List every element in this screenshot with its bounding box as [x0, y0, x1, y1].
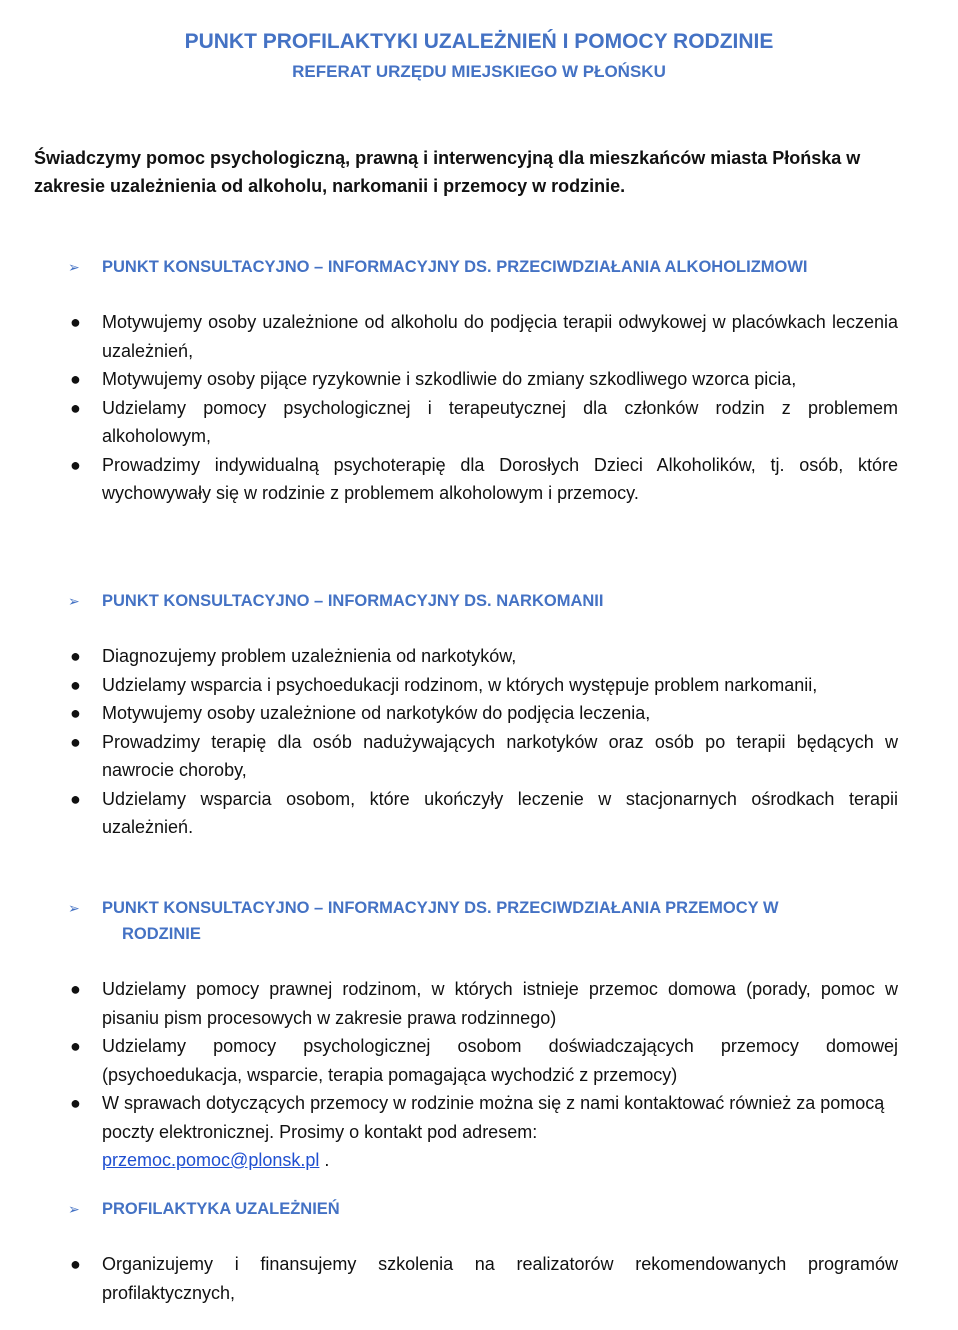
list-item: ● Motywujemy osoby pijące ryzykownie i szkodliwie do zmiany szkodliwego wzorca picia,: [34, 365, 898, 394]
section-prevention: [34, 1196, 914, 1307]
bullet-icon: ●: [70, 1254, 81, 1274]
section-heading: [34, 254, 914, 280]
arrow-bullet-icon: ➢: [68, 900, 80, 916]
list-item: ● Motywujemy osoby uzależnione od alkoholu do podjęcia terapii odwykowej w placówkach leczenia uzależnień,: [34, 308, 898, 365]
list-item: ● Udzielamy pomocy psychologicznej osobom doświadczających przemocy domowej (psychoedukacja, wsparcie, terapia pomagająca wychodzić z przemocy): [34, 1032, 898, 1089]
list-item: ● Diagnozujemy problem uzależnienia od narkotyków,: [34, 642, 898, 671]
section-heading-text: PROFILAKTYKA UZALEŻNIEŃ: [102, 1200, 340, 1218]
bullet-icon: ●: [70, 1093, 81, 1113]
item-list: [34, 975, 914, 1175]
bullet-icon: ●: [70, 397, 81, 418]
section-heading-text: PUNKT KONSULTACYJNO – INFORMACYJNY DS. PRZECIWDZIAŁANIA ALKOHOLIZMOWI: [102, 258, 808, 276]
list-item: ● Prowadzimy indywidualną psychoterapię dla Dorosłych Dzieci Alkoholików, tj. osób, które wychowywały się w rodzinie z problemem alkoholowym i przemocy.: [34, 451, 898, 508]
section-heading-continuation: RODZINIE: [122, 925, 201, 943]
arrow-bullet-icon: ➢: [68, 593, 80, 609]
section-heading-text: PUNKT KONSULTACYJNO – INFORMACYJNY DS. PRZECIWDZIAŁANIA PRZEMOCY W: [102, 899, 779, 917]
section-violence: [34, 895, 914, 1175]
arrow-bullet-icon: ➢: [68, 259, 80, 275]
bullet-icon: ●: [70, 731, 81, 752]
section-alcohol: [34, 254, 914, 508]
bullet-icon: ●: [70, 788, 81, 809]
section-heading: [34, 588, 914, 614]
bullet-icon: ●: [70, 369, 81, 389]
section-heading: [34, 895, 914, 947]
list-item: ● Udzielamy pomocy psychologicznej i terapeutycznej dla członków rodzin z problemem alkoholowym,: [34, 394, 898, 451]
list-item: ● Motywujemy osoby uzależnione od narkotyków do podjęcia leczenia,: [34, 699, 898, 728]
email-link[interactable]: przemoc.pomoc@plonsk.pl: [102, 1150, 320, 1170]
bullet-icon: ●: [70, 1036, 81, 1056]
section-heading: [34, 1196, 914, 1222]
list-item: ● Udzielamy pomocy prawnej rodzinom, w których istnieje przemoc domowa (porady, pomoc w pisaniu pism procesowych w zakresie prawa rodzinnego): [34, 975, 898, 1032]
bullet-icon: ●: [70, 703, 81, 723]
document-title: PUNKT PROFILAKTYKI UZALEŻNIEŃ I POMOCY RODZINIE: [184, 30, 774, 53]
arrow-bullet-icon: ➢: [68, 1201, 80, 1217]
section-heading-text: PUNKT KONSULTACYJNO – INFORMACYJNY DS. NARKOMANII: [102, 592, 604, 610]
list-item: ● W sprawach dotyczących przemocy w rodzinie można się z nami kontaktować również za pomocą poczty elektronicznej. Prosimy o kontakt pod adresem: przemoc.pomoc@plonsk.pl .: [34, 1089, 898, 1175]
bullet-icon: ●: [70, 979, 81, 999]
item-list: [34, 642, 914, 842]
bullet-icon: ●: [70, 312, 81, 332]
bullet-icon: ●: [70, 646, 81, 666]
list-item: ● Udzielamy wsparcia osobom, które ukończyły leczenie w stacjonarnych ośrodkach terapii uzależnień.: [34, 785, 898, 842]
document-subtitle: REFERAT URZĘDU MIEJSKIEGO W PŁOŃSKU: [292, 62, 666, 81]
item-list: [34, 1250, 914, 1307]
intro-text: Świadczymy pomoc psychologiczną, prawną i interwencyjną dla mieszkańców miasta Płońska w zakresie uzależnienia od alkoholu, narkomanii i przemocy w rodzinie.: [34, 148, 861, 196]
list-item: ● Udzielamy wsparcia i psychoedukacji rodzinom, w których występuje problem narkomanii,: [34, 671, 898, 700]
list-item: ● Prowadzimy terapię dla osób nadużywających narkotyków oraz osób po terapii będących w nawrocie choroby,: [34, 728, 898, 785]
section-drugs: [34, 588, 914, 842]
bullet-icon: ●: [70, 454, 81, 475]
bullet-icon: ●: [70, 674, 81, 695]
list-item: ● Organizujemy i finansujemy szkolenia na realizatorów rekomendowanych programów profilaktycznych,: [34, 1250, 898, 1307]
item-list: [34, 308, 914, 508]
email-suffix: .: [319, 1150, 330, 1170]
